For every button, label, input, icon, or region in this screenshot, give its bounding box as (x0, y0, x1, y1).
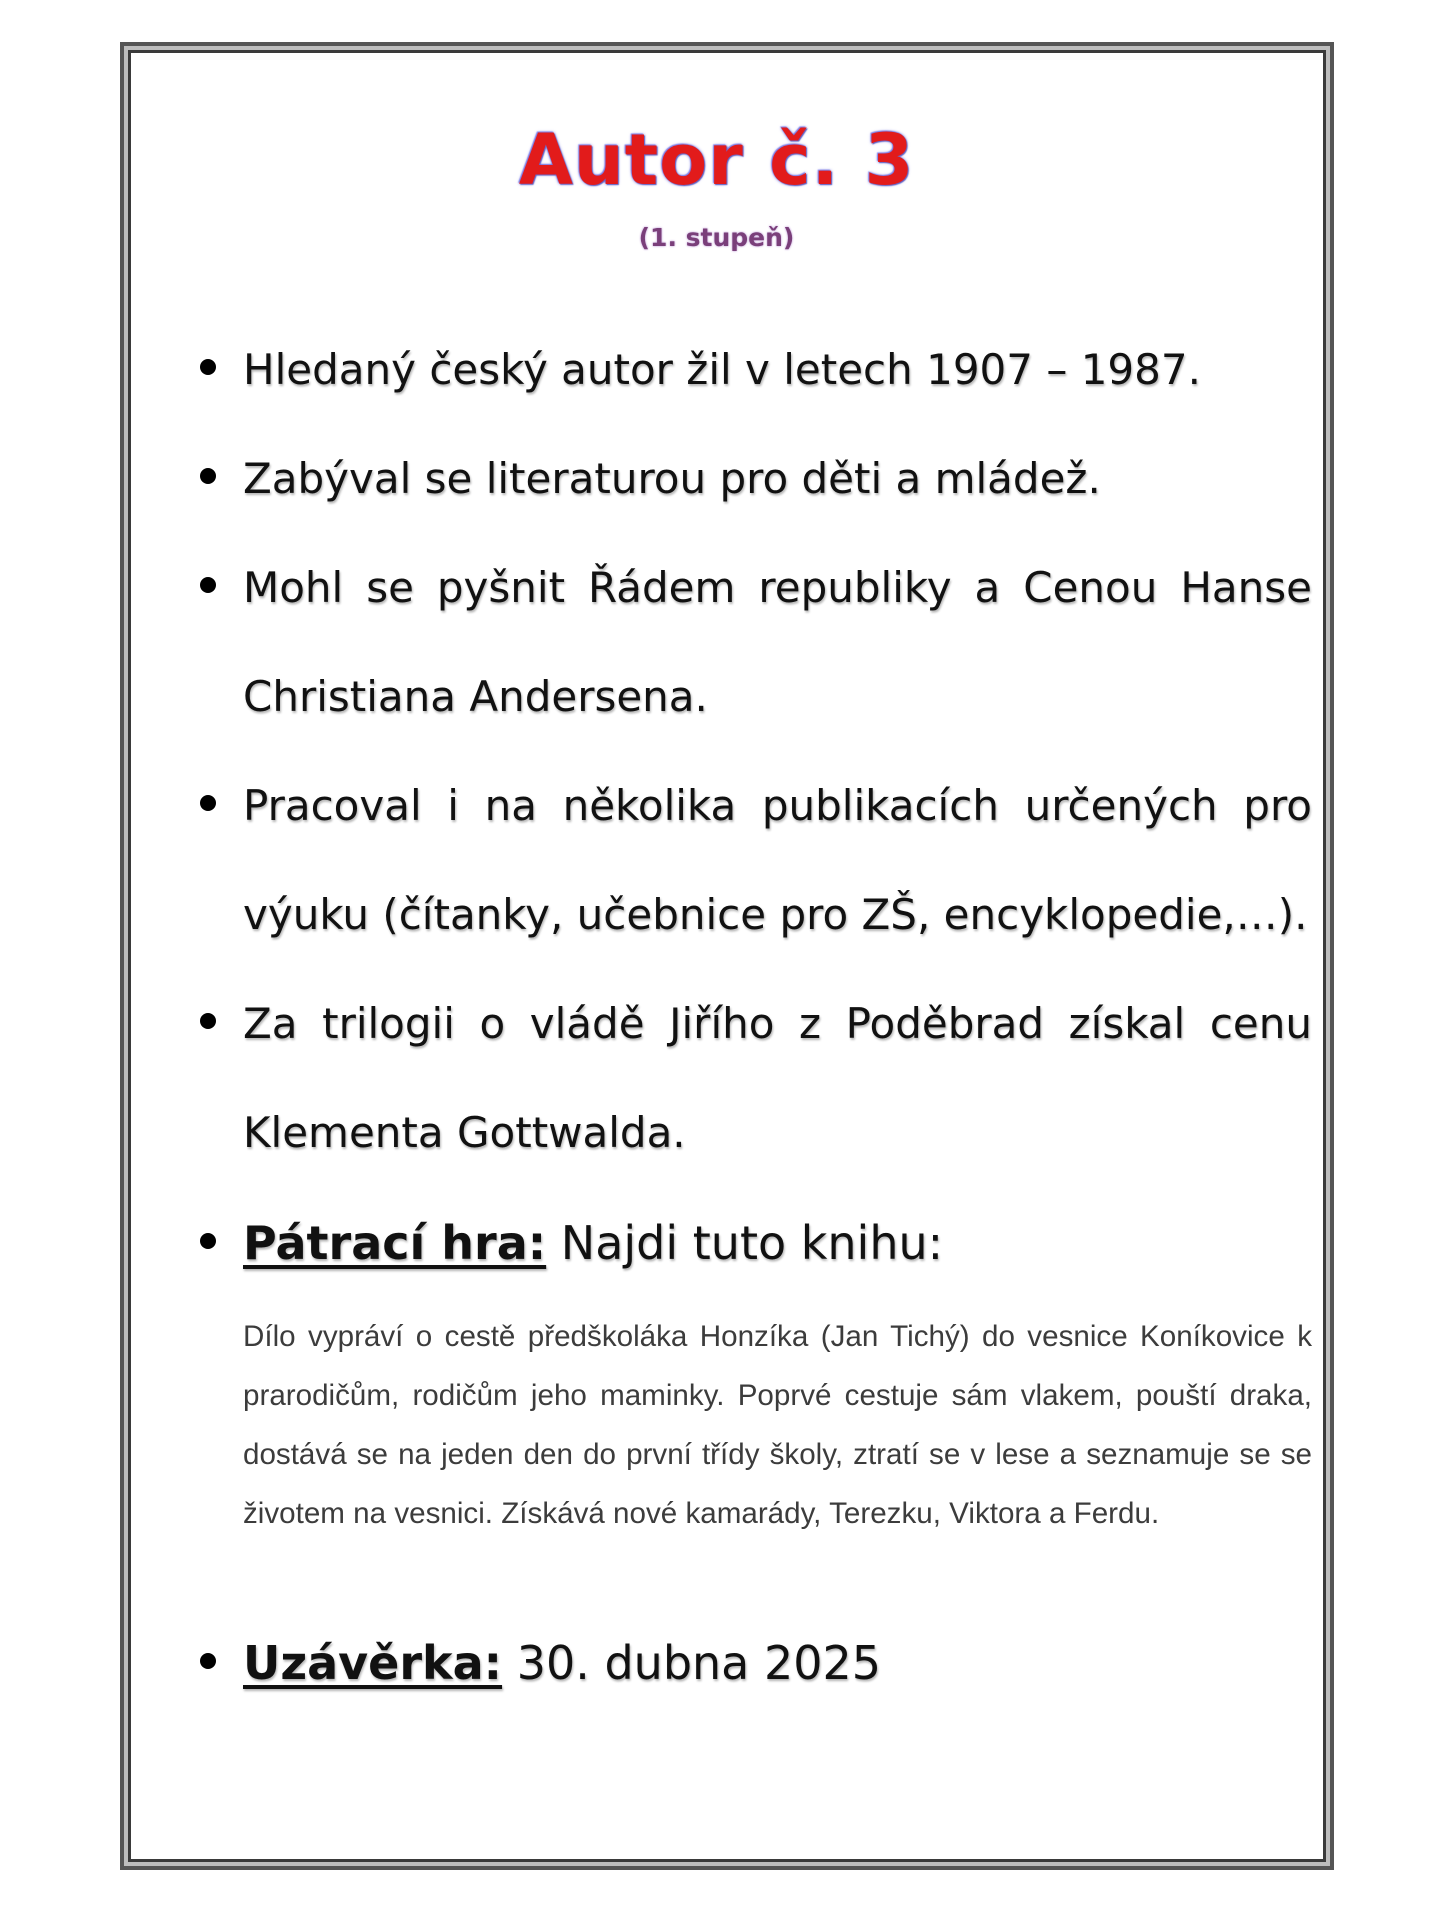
clue-text: Pracoval i na několika publikacích určených pro výuku (čítanky, učebnice pro ZŠ, encyklopedie,…). (243, 781, 1312, 939)
clue-item (200, 424, 1312, 533)
book-description-wrapper (200, 1307, 1312, 1543)
bullet-icon (200, 359, 216, 375)
bullet-icon (200, 577, 216, 593)
page-title: Autor č. 3 (518, 119, 915, 201)
clue-item (200, 533, 1312, 751)
clue-text: Za trilogii o vládě Jiřího z Poděbrad získal cenu Klementa Gottwalda. (243, 999, 1312, 1157)
clue-item (200, 315, 1312, 424)
search-game-text: Najdi tuto knihu: (546, 1216, 944, 1270)
search-game-label: Pátrací hra: (243, 1216, 547, 1270)
clue-item (200, 751, 1312, 969)
bullet-icon (200, 1653, 216, 1669)
deadline-item (200, 1607, 1312, 1719)
clue-list (200, 315, 1312, 1719)
deadline-label: Uzávěrka: (243, 1636, 503, 1690)
bullet-icon (200, 1013, 216, 1029)
bullet-icon (200, 795, 216, 811)
clue-text: Hledaný český autor žil v letech 1907 – 1987. (243, 345, 1201, 394)
bullet-icon (200, 468, 216, 484)
page-subtitle: (1. stupeň) (638, 223, 795, 252)
deadline-date: 30. dubna 2025 (502, 1636, 882, 1690)
search-game-item (200, 1187, 1312, 1299)
clue-item (200, 969, 1312, 1187)
clue-text: Zabýval se literaturou pro děti a mládež. (243, 454, 1101, 503)
book-description: Dílo vypráví o cestě předškoláka Honzíka (Jan Tichý) do vesnice Koníkovice k prarodičům, rodičům jeho maminky. Poprvé cestuje sám vlakem, pouští draka, dostává se na jeden den do první třídy školy, ztratí se v lese a seznamuje se se životem na vesnici. Získává nové kamarády, Terezku, Viktora a Ferdu. (243, 1320, 1312, 1530)
clue-text: Mohl se pyšnit Řádem republiky a Cenou Hanse Christiana Andersena. (243, 563, 1312, 721)
bullet-icon (200, 1233, 216, 1249)
